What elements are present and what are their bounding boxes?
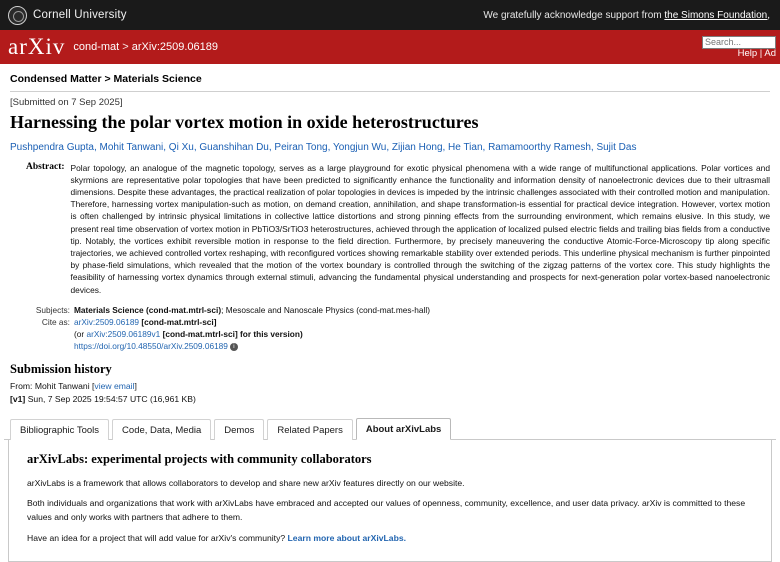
panel-paragraph-3-text: Have an idea for a project that will add value for arXiv's community? (27, 532, 288, 543)
subjects-primary: Materials Science (cond-mat.mtrl-sci) (74, 304, 222, 315)
subjects-label: Subjects: (35, 304, 70, 315)
breadcrumb-archive-link[interactable]: cond-mat (73, 41, 120, 53)
cornell-university-label: Cornell University (33, 9, 127, 21)
tab-about-arxivlabs[interactable]: About arXivLabs (356, 418, 452, 440)
version-value (74, 328, 434, 340)
doi-label (16, 340, 74, 352)
abstract-section (10, 162, 770, 296)
metadata-table (16, 304, 434, 352)
version-label (16, 328, 74, 340)
simons-foundation-link[interactable]: the Simons Foundation, (664, 9, 770, 21)
table-row (16, 328, 434, 340)
panel-title: arXivLabs: experimental projects with community collaborators (27, 451, 372, 466)
abstract-label: Abstract: (26, 161, 65, 172)
panel-paragraph-2: Both individuals and organizations that work with arXivLabs have embraced and accepted our values of openness, community, excellence, and user data privacy. arXiv is committed to these values and only works with partners that adhere to them. (27, 498, 746, 523)
breadcrumb-identifier-link[interactable]: arXiv:2509.06189 (131, 41, 219, 53)
support-notice (483, 10, 772, 21)
labs-tabs-section (0, 417, 780, 562)
main-content (0, 64, 780, 406)
subjects-secondary: ; Mesoscale and Nanoscale Physics (cond-mat.mes-hall) (221, 304, 430, 315)
submission-history-heading: Submission history (10, 361, 112, 376)
tab-bibliographic-tools[interactable]: Bibliographic Tools (10, 419, 109, 440)
submitted-date: [Submitted on 7 Sep 2025] (10, 97, 123, 108)
cornell-seal-icon (8, 6, 27, 25)
author-list[interactable]: Pushpendra Gupta, Mohit Tanwani, Qi Xu, Guanshihan Du, Peiran Tong, Yongjun Wu, Zijian Hong, He Tian, Ramamoorthy Ramesh, Sujit Das (10, 141, 637, 153)
doi-value (74, 340, 434, 352)
arxiv-logo[interactable]: arXiv (8, 34, 66, 59)
learn-more-link[interactable]: Learn more about arXivLabs. (287, 532, 406, 543)
table-row (16, 316, 434, 328)
submission-version-line (10, 393, 770, 406)
cornell-banner (0, 0, 780, 30)
submission-from-label-end: ] (134, 380, 137, 391)
tab-code-data-media[interactable]: Code, Data, Media (112, 419, 211, 440)
tab-demos[interactable]: Demos (214, 419, 264, 440)
subjects-value (74, 304, 434, 316)
cornell-logo[interactable] (8, 6, 127, 25)
version-tag[interactable]: [v1] (10, 393, 26, 404)
help-links[interactable] (738, 48, 776, 59)
tab-list (4, 417, 776, 440)
cite-arxiv-link[interactable]: arXiv:2509.06189 (74, 316, 140, 327)
arxiv-header (0, 30, 780, 64)
version-suffix: [cond-mat.mtrl-sci] for this version) (160, 328, 303, 339)
cite-label: Cite as: (41, 316, 70, 327)
breadcrumb (73, 41, 218, 53)
view-email-link[interactable]: view email (94, 380, 135, 391)
version-arxiv-link[interactable]: arXiv:2509.06189v1 (86, 328, 161, 339)
breadcrumb-separator: > (119, 41, 132, 53)
cite-value (74, 316, 434, 328)
submission-from-line (10, 380, 770, 393)
support-notice-text: We gratefully acknowledge support from (483, 9, 662, 21)
subject-breadcrumb[interactable]: Condensed Matter > Materials Science (10, 73, 202, 85)
doi-link[interactable]: https://doi.org/10.48550/arXiv.2509.06189 (74, 340, 228, 351)
search-input[interactable] (702, 36, 776, 49)
info-icon[interactable]: i (230, 343, 238, 351)
table-row (16, 340, 434, 352)
version-prefix: (or (74, 328, 87, 339)
submission-from-label: From: Mohit Tanwani [ (10, 380, 95, 391)
cite-category: [cond-mat.mtrl-sci] (139, 316, 217, 327)
table-row (16, 304, 434, 316)
tab-related-papers[interactable]: Related Papers (267, 419, 352, 440)
panel-paragraph-1: arXivLabs is a framework that allows collaborators to develop and share new arXiv features directly on our website. (27, 477, 465, 488)
tab-panel-about-arxivlabs (8, 440, 772, 562)
version-date: Sun, 7 Sep 2025 19:54:57 UTC (16,961 KB) (27, 393, 196, 404)
page-title: Harnessing the polar vortex motion in oxide heterostructures (10, 112, 479, 132)
abstract-text: Polar topology, an analogue of the magnetic topology, serves as a large playground for exotic physical phenomena with a wide range of multifunctional applications. Polar vortices and skyrmions are representative polar topologies that have been predicted to significantly enhance the functionality and information density of nanoelectronic devices due to their ultrasmall dimensions. Despite these advantages, the practical realization of polar topologies in devices is impeded by the intrinsic challenges associated with their controlled motion and manipulation. Therefore, harnessing vortex manipulation-such as motion, on demand creation, annihilation, and shape transformation-is essential for practical device integration. However, vortex motion is often challenged by intrinsic physical limitations in collective lattice distortions and strong pinning effects from the surrounding environment, which remains elusive. In this study, we present real time observation of vortex motion in PbTiO3/SrTiO3 heterostructures, achieved through the application of localized pulsed electric fields and trailing bias fields from a conductive tip. Notably, the vortices exhibit reversible motion in response to the field direction. Furthermore, by precisely maneuvering the conductive Atomic-Force-Microscopy tip along specific trajectories, we achieved controlled vortex reshaping, with reconfigured vortices showing remarkable stability over extended periods. This underline physical mechanism is further pinpointed by phase-field simulations, which revealed that the motion of the vortex boundary is controlled through the switching of the zigzag patterns of the vortex core. This study highlights the feasibility of harnessing vortex dynamics through external stimuli, advancing the fundamental physical understanding and prospects for next-generation polar vortex-based nanoelectronic devices. (70, 162, 770, 295)
help-link[interactable]: Help | Ad (737, 48, 776, 59)
divider (10, 91, 770, 92)
panel-paragraph-3 (27, 532, 753, 546)
